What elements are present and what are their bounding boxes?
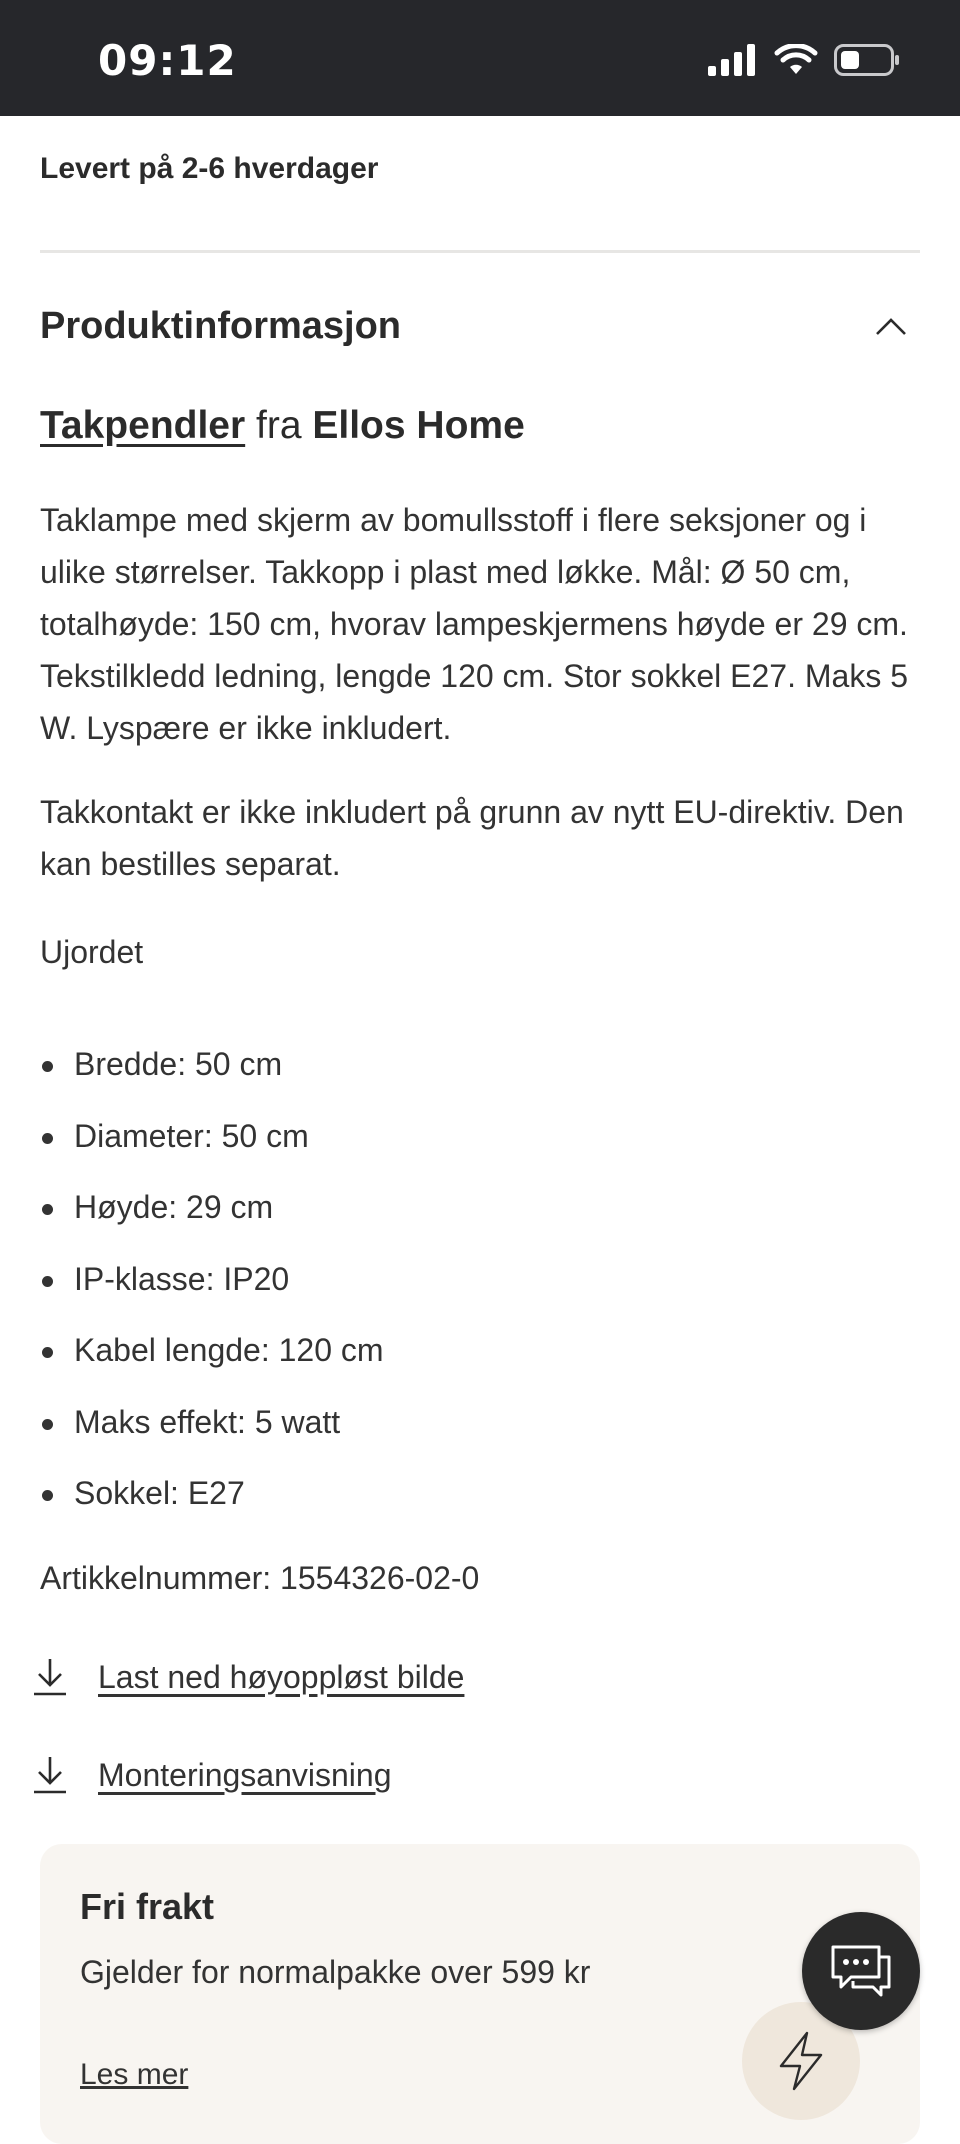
free-shipping-card — [40, 1844, 920, 2144]
download-icon — [32, 1657, 68, 1697]
product-category-line — [40, 404, 525, 448]
delivery-info: Levert på 2-6 hverdager — [40, 152, 379, 185]
download-image-link[interactable] — [32, 1652, 464, 1702]
product-grounding: Ujordet — [40, 934, 144, 970]
spec-item: Høyde: 29 cm — [40, 1175, 920, 1247]
divider — [40, 250, 920, 253]
status-time: 09:12 — [98, 36, 237, 85]
spec-item: Kabel lengde: 120 cm — [40, 1318, 920, 1390]
spec-item: Bredde: 50 cm — [40, 1032, 920, 1104]
spec-item: Sokkel: E27 — [40, 1461, 920, 1533]
spec-item: Maks effekt: 5 watt — [40, 1390, 920, 1462]
from-word: fra — [256, 404, 302, 447]
mounting-instructions-link[interactable] — [32, 1750, 392, 1800]
spec-list — [40, 1032, 920, 1533]
promo-title: Fri frakt — [80, 1886, 215, 1927]
product-description: Taklampe med skjerm av bomullsstoff i flere seksjoner og i ulike størrelser. Takkopp i plast med løkke. Mål: Ø 50 cm, totalhøyde: 150 cm, hvorav lampeskjermens høyde er 29 cm. Tekstilkledd ledning, lengde 120 cm. Stor sokkel E27. Maks 5 W. Lyspære er ikke inkludert. — [40, 502, 909, 746]
download-image-label[interactable]: Last ned høyoppløst bilde — [98, 1658, 465, 1695]
wifi-icon — [774, 44, 818, 76]
product-note: Takkontakt er ikke inkludert på grunn av nytt EU-direktiv. Den kan bestilles separat. — [40, 794, 904, 882]
lightning-icon — [773, 2030, 829, 2092]
chevron-up-icon[interactable] — [874, 310, 908, 344]
read-more-link[interactable]: Les mer — [80, 2058, 189, 2091]
signal-icon — [708, 44, 758, 76]
battery-icon — [834, 44, 900, 76]
chat-icon — [829, 1943, 893, 1999]
section-title: Produktinformasjon — [40, 305, 402, 347]
category-link[interactable]: Takpendler — [40, 404, 246, 447]
download-icon — [32, 1755, 68, 1795]
status-icons — [708, 44, 900, 76]
promo-text: Gjelder for normalpakke over 599 kr — [80, 1954, 591, 1990]
spec-item: Diameter: 50 cm — [40, 1104, 920, 1176]
spec-item: IP-klasse: IP20 — [40, 1247, 920, 1319]
product-info-accordion-header[interactable] — [40, 296, 920, 356]
status-bar — [0, 0, 960, 116]
brand-name: Ellos Home — [312, 404, 525, 447]
mounting-instructions-label[interactable]: Monteringsanvisning — [98, 1756, 392, 1793]
chat-button[interactable] — [802, 1912, 920, 2030]
article-number: Artikkelnummer: 1554326-02-0 — [40, 1560, 480, 1596]
